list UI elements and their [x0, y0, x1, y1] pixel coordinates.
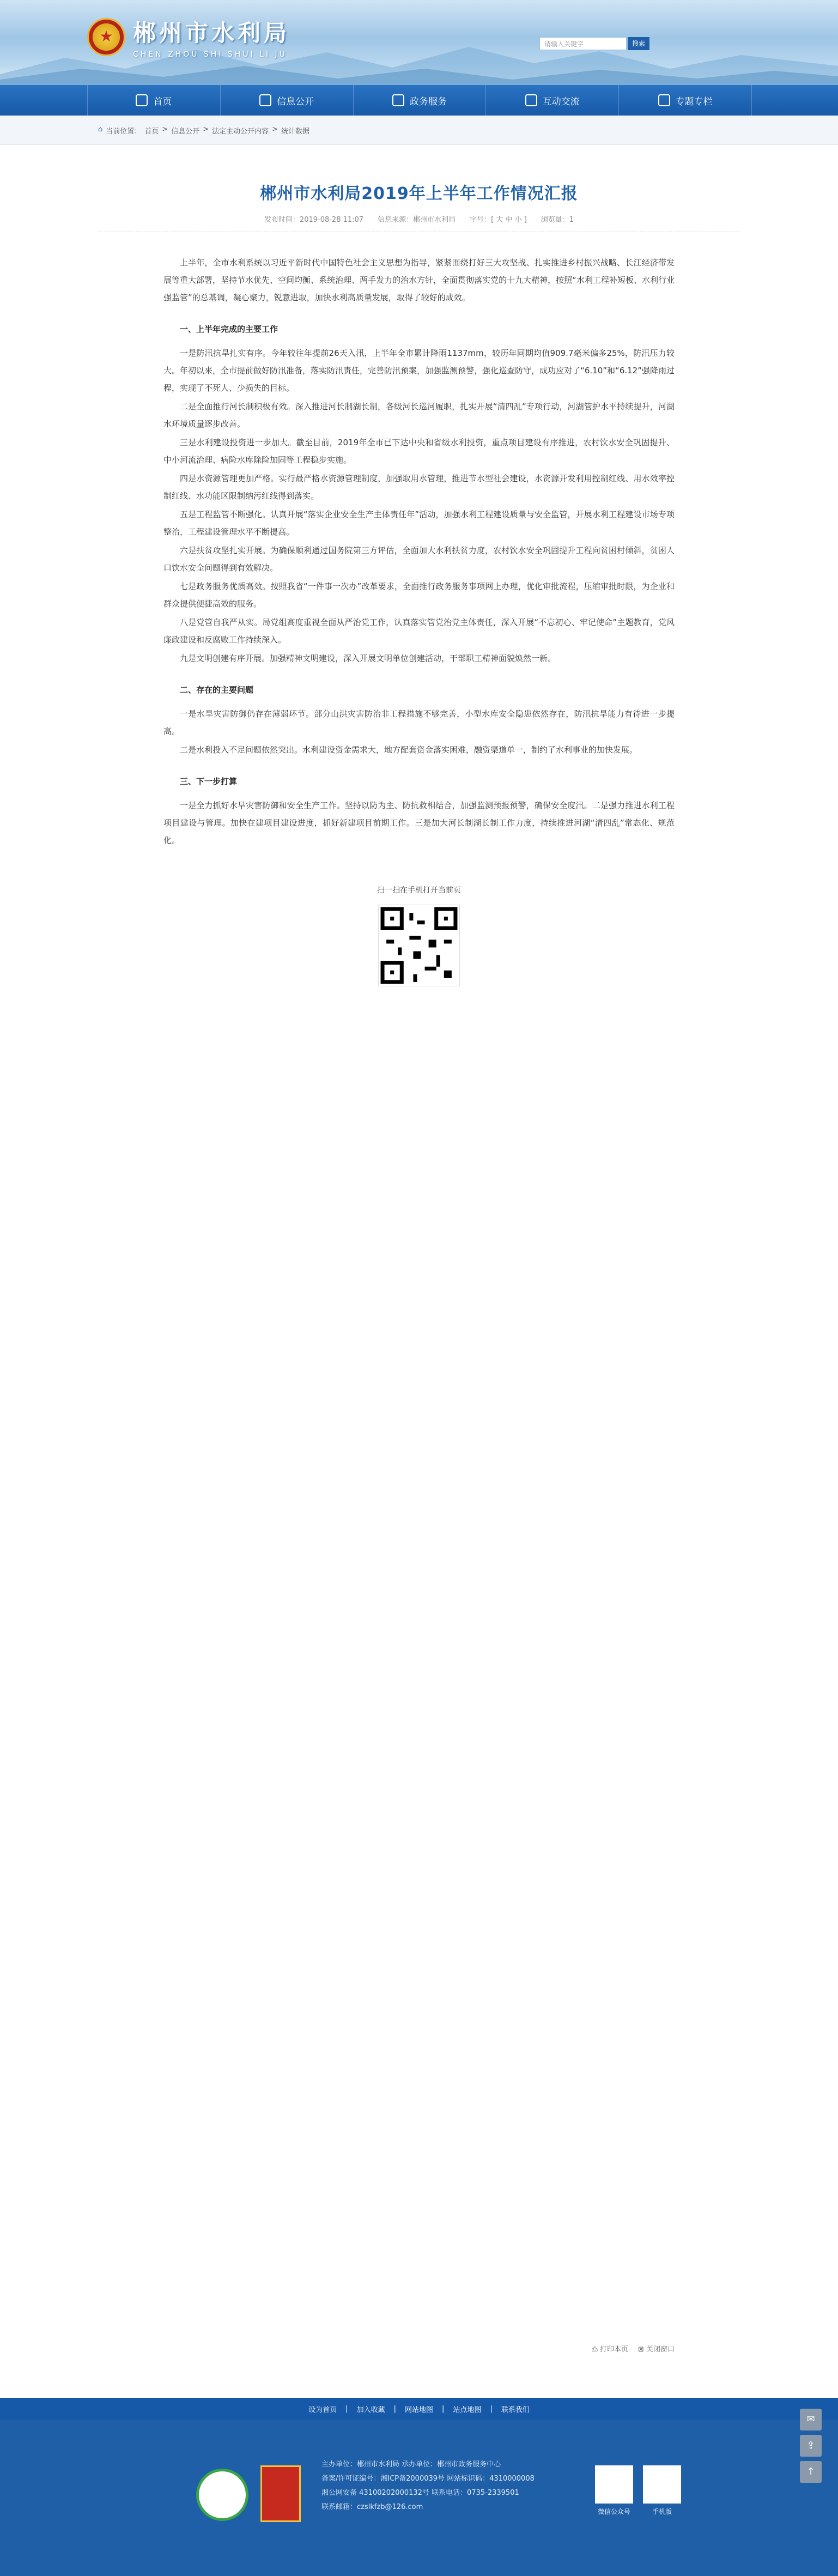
nav-item-home[interactable]: 首页 [87, 85, 221, 116]
paragraph: 二是全面推行河长制积极有效。深入推进河长制湖长制，各级河长巡河履职，扎实开展“清四乱”专项行动，河湖管护水平持续提升，河湖水环境质量逐步改善。 [163, 402, 675, 429]
site-subtitle: CHEN ZHOU SHI SHUI LI JU [133, 50, 287, 59]
site-footer [0, 2420, 838, 2576]
paragraph: 一是全力抓好水旱灾害防御和安全生产工作。坚持以防为主、防抗救相结合，加强监测预报预警，确保安全度汛。二是强力推进水利工程项目建设与管理。加快在建项目建设进度，抓好新建项目前期工作。三是加大河长制湖长制工作力度，持续推进河湖“清四乱”常态化、规范化。 [163, 801, 675, 845]
paragraph: 二是水利投入不足问题依然突出。水利建设资金需求大，地方配套资金落实困难，融资渠道单一，制约了水利事业的加快发展。 [180, 745, 638, 755]
mobile-qr-caption: 手机版 [652, 2508, 672, 2516]
breadcrumb: ⌂ 当前位置： 首页 > 信息公开 > 法定主动公开内容 > 统计数据 [98, 125, 310, 136]
footer-link-home[interactable]: 设为首页 [308, 2405, 337, 2414]
qr-area [163, 882, 675, 992]
paragraph: 八是党管自我严从实。局党组高度重视全面从严治党工作，认真落实管党治党主体责任，深入开展“不忘初心、牢记使命”主题教育，党风廉政建设和反腐败工作持续深入。 [163, 617, 675, 645]
close-window-button[interactable]: ⊠ 关闭窗口 [637, 2345, 675, 2354]
footer-link-sitemap[interactable]: 网站地图 [404, 2405, 433, 2414]
arrow-up-icon: ↑ [806, 2466, 815, 2477]
article [98, 158, 740, 2392]
service-icon [392, 94, 404, 106]
section-heading: 一、上半年完成的主要工作 [180, 324, 278, 334]
qr-caption: 扫一扫在手机打开当前页 [377, 886, 461, 895]
section-heading: 三、下一步打算 [180, 777, 238, 786]
printer-icon: ⎙ [592, 2345, 600, 2354]
search-button[interactable]: 搜索 [628, 37, 649, 50]
view-count: 浏览量：1 [541, 216, 574, 224]
breadcrumb-category[interactable]: 法定主动公开内容 [212, 128, 269, 136]
article-tools [533, 2343, 675, 2354]
paragraph: 六是扶贫攻坚扎实开展。为确保顺利通过国务院第三方评估，全面加大水利扶贫力度，农村饮水安全巩固提升工程向贫困村倾斜，贫困人口饮水安全问题得到有效解决。 [163, 545, 675, 573]
government-site-badge-icon[interactable] [196, 2469, 248, 2521]
info-icon [259, 94, 271, 106]
article-title: 郴州市水利局2019年上半年工作情况汇报 [260, 184, 578, 203]
chat-icon [525, 94, 537, 106]
paragraph: 四是水资源管理更加严格。实行最严格水资源管理制度，加强取用水管理，推进节水型社会建设，水资源开发利用控制红线、用水效率控制红线、水功能区限制纳污红线得到落实。 [163, 474, 675, 501]
topic-icon [658, 94, 670, 106]
footer-link-contact[interactable]: 联系我们 [501, 2405, 530, 2414]
footer-info: 主办单位：郴州市水利局 承办单位：郴州市政务服务中心 备案/许可证编号：湘ICP备2000039号 网站标识码：4310000008 湘公网安备 43100202000132号 联系电话：0735-2339501 联系邮箱：czslkfzb@126.com [321, 2460, 535, 2511]
footer-link-sitemap2[interactable]: 站点地图 [453, 2405, 482, 2414]
site-logo[interactable] [87, 15, 290, 59]
share-float-button[interactable] [800, 2435, 822, 2457]
home-icon [136, 94, 148, 106]
footer-link-favorite[interactable]: 加入收藏 [356, 2405, 385, 2414]
breadcrumb-stats[interactable]: 统计数据 [281, 128, 310, 136]
national-emblem-icon [87, 18, 125, 56]
article-meta [98, 214, 740, 232]
paragraph: 七是政务服务优质高效。按照我省“一件事一次办”改革要求，全面推行政务服务事项网上办理，优化审批流程，压缩审批时限，为企业和群众提供便捷高效的服务。 [163, 581, 675, 609]
location-pin-icon: ⌂ [98, 125, 103, 134]
party-gov-badge-icon[interactable] [260, 2465, 301, 2522]
paragraph: 一是水旱灾害防御仍存在薄弱环节。部分山洪灾害防治非工程措施不够完善，小型水库安全隐患依然存在，防汛抗旱能力有待进一步提高。 [163, 709, 675, 736]
main-nav [0, 85, 838, 116]
close-icon: ⊠ [637, 2345, 646, 2354]
nav-item-topics[interactable]: 专题专栏 [619, 85, 752, 116]
mobile-qr-icon [643, 2465, 681, 2504]
breadcrumb-bar [0, 116, 838, 145]
source: 信息来源：郴州市水利局 [378, 216, 456, 224]
paragraph: 九是文明创建有序开展。加强精神文明建设，深入开展文明单位创建活动，干部职工精神面貌焕然一新。 [180, 653, 556, 663]
paragraph: 三是水利建设投资进一步加大。截至目前，2019年全市已下达中央和省级水利投资，重点项目建设有序推进，农村饮水安全巩固提升、中小河流治理、病险水库除险加固等工程稳步实施。 [163, 438, 675, 465]
print-button[interactable]: ⎙ 打印本页 [592, 2345, 628, 2354]
section-heading: 二、存在的主要问题 [180, 685, 254, 695]
search-input[interactable]: 请输入关键字 [539, 37, 627, 50]
paragraph: 一是防汛抗旱扎实有序。今年较往年提前26天入汛，上半年全市累计降雨1137mm，较历年同期均值909.7毫米偏多25%，防汛压力较大。年初以来，全市提前做好防汛准备，落实防汛责任，完善防汛预案，加强监测预警，强化巡查防守，成功应对了“6.10”和“6.12”强降雨过程，实现了不死人、少损失的目标。 [163, 348, 675, 393]
article-body [98, 254, 740, 992]
floating-toolbar [800, 2409, 822, 2483]
footer-links: 设为首页 | 加入收藏 | 网站地图 | 站点地图 | 联系我们 [0, 2398, 838, 2420]
paragraph: 五是工程监管不断强化。认真开展“落实企业安全生产主体责任年”活动，加强水利工程建设质量与安全监管，开展水利工程建设市场专项整治，工程建设管理水平不断提高。 [163, 510, 675, 537]
nav-item-service[interactable]: 政务服务 [354, 85, 487, 116]
breadcrumb-info[interactable]: 信息公开 [171, 128, 200, 136]
nav-item-interaction[interactable]: 互动交流 [486, 85, 619, 116]
publish-date: 发布时间：2019-08-28 11:07 [264, 216, 364, 224]
site-header [0, 0, 838, 85]
wechat-float-button[interactable] [800, 2409, 822, 2430]
site-name: 郴州市水利局 [133, 20, 290, 46]
wechat-qr-caption: 微信公众号 [597, 2508, 630, 2516]
qr-code-icon [378, 905, 460, 986]
nav-item-info[interactable]: 信息公开 [221, 85, 354, 116]
font-size-switch[interactable]: 字号：[ 大 中 小 ] [470, 216, 527, 224]
back-to-top-button[interactable] [800, 2461, 822, 2483]
share-icon: ⇪ [806, 2440, 815, 2451]
wechat-icon: ✉ [806, 2414, 815, 2425]
intro-paragraph: 上半年，全市水利系统以习近平新时代中国特色社会主义思想为指导，紧紧围绕打好三大攻坚战、扎实推进乡村振兴战略、长江经济带发展等重大部署，坚持节水优先、空间均衡、系统治理、两手发力的治水方针，全面贯彻落实党的十九大精神，按照“水利工程补短板、水利行业强监管”的总基调，凝心聚力，锐意进取，加快水利高质量发展，取得了较好的成效。 [163, 258, 675, 302]
breadcrumb-home[interactable]: 首页 [144, 128, 159, 136]
wechat-qr-icon [595, 2465, 633, 2504]
